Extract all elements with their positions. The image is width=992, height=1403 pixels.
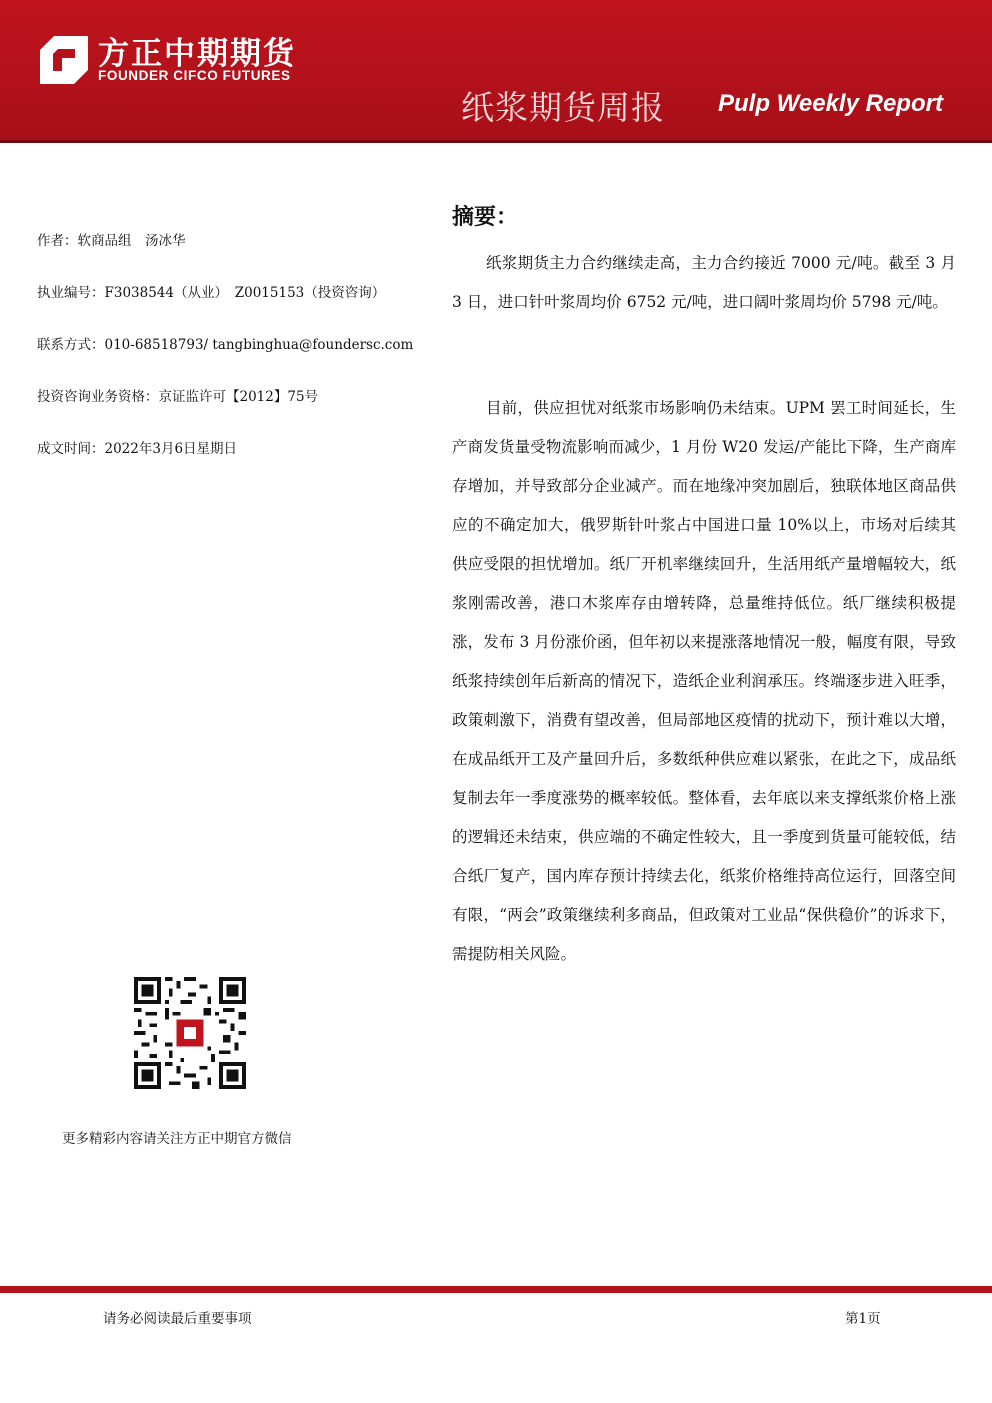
qr-code-icon[interactable] (134, 977, 246, 1089)
page-number: 第1页 (845, 1311, 881, 1327)
brand-name-en: FOUNDER CIFCO FUTURES (98, 68, 291, 83)
date-line: 成文时间：2022年3月6日星期日 (37, 441, 238, 457)
author-line: 作者：软商品组 汤冰华 (37, 233, 186, 249)
report-title-en: Pulp Weekly Report (718, 90, 943, 117)
footer-notice: 请务必阅读最后重要事项 (103, 1311, 252, 1327)
brand-name-cn: 方正中期期货 (98, 36, 296, 72)
contact-line: 联系方式：010-68518793/ tangbinghua@foundersc.com (37, 337, 414, 353)
summary-title: 摘要： (452, 205, 519, 230)
founder-logo-icon (40, 36, 88, 84)
qualification-line: 投资咨询业务资格：京证监许可【2012】75号 (37, 389, 319, 405)
qr-caption: 更多精彩内容请关注方正中期官方微信 (62, 1131, 292, 1147)
report-header (0, 0, 992, 140)
summary-paragraph-1: 纸浆期货主力合约继续走高，主力合约接近 7000 元/吨。截至 3 月 3 日，进口针叶浆周均价 6752 元/吨，进口阔叶浆周均价 5798 元/吨。 (452, 254, 956, 311)
report-title-cn: 纸浆期货周报 (461, 88, 665, 127)
summary-paragraph-2: 目前，供应担忧对纸浆市场影响仍未结束。UPM 罢工时间延长，生产商发货量受物流影响而减少，1 月份 W20 发运/产能比下降，生产商库存增加，并导致部分企业减产。而在地缘冲突加剧后，独联体地区商品供应的不确定加大，俄罗斯针叶浆占中国进口量 10%以上，市场对后续其供应受限的担忧增加。纸厂开机率继续回升，生活用纸产量增幅较大，纸浆刚需改善，港口木浆库存由增转降，总量维持低位。纸厂继续积极提涨，发布 3 月份涨价函，但年初以来提涨落地情况一般，幅度有限，导致纸浆持续创年后新高的情况下，造纸企业利润承压。终端逐步进入旺季，政策刺激下，消费有望改善，但局部地区疫情的扰动下，预计难以大增，在成品纸开工及产量回升后，多数纸种供应难以紧张，在此之下，成品纸复制去年一季度涨势的概率较低。整体看，去年底以来支撑纸浆价格上涨的逻辑还未结束，供应端的不确定性较大，且一季度到货量可能较低，结合纸厂复产，国内库存预计持续去化，纸浆价格维持高位运行，回落空间有限，“两会”政策继续利多商品，但政策对工业品“保供稳价”的诉求下，需提防相关风险。 (452, 399, 956, 963)
footer-divider (0, 1286, 992, 1293)
license-line: 执业编号：F3038544（从业） Z0015153（投资咨询） (37, 285, 386, 301)
header-divider (0, 140, 992, 143)
